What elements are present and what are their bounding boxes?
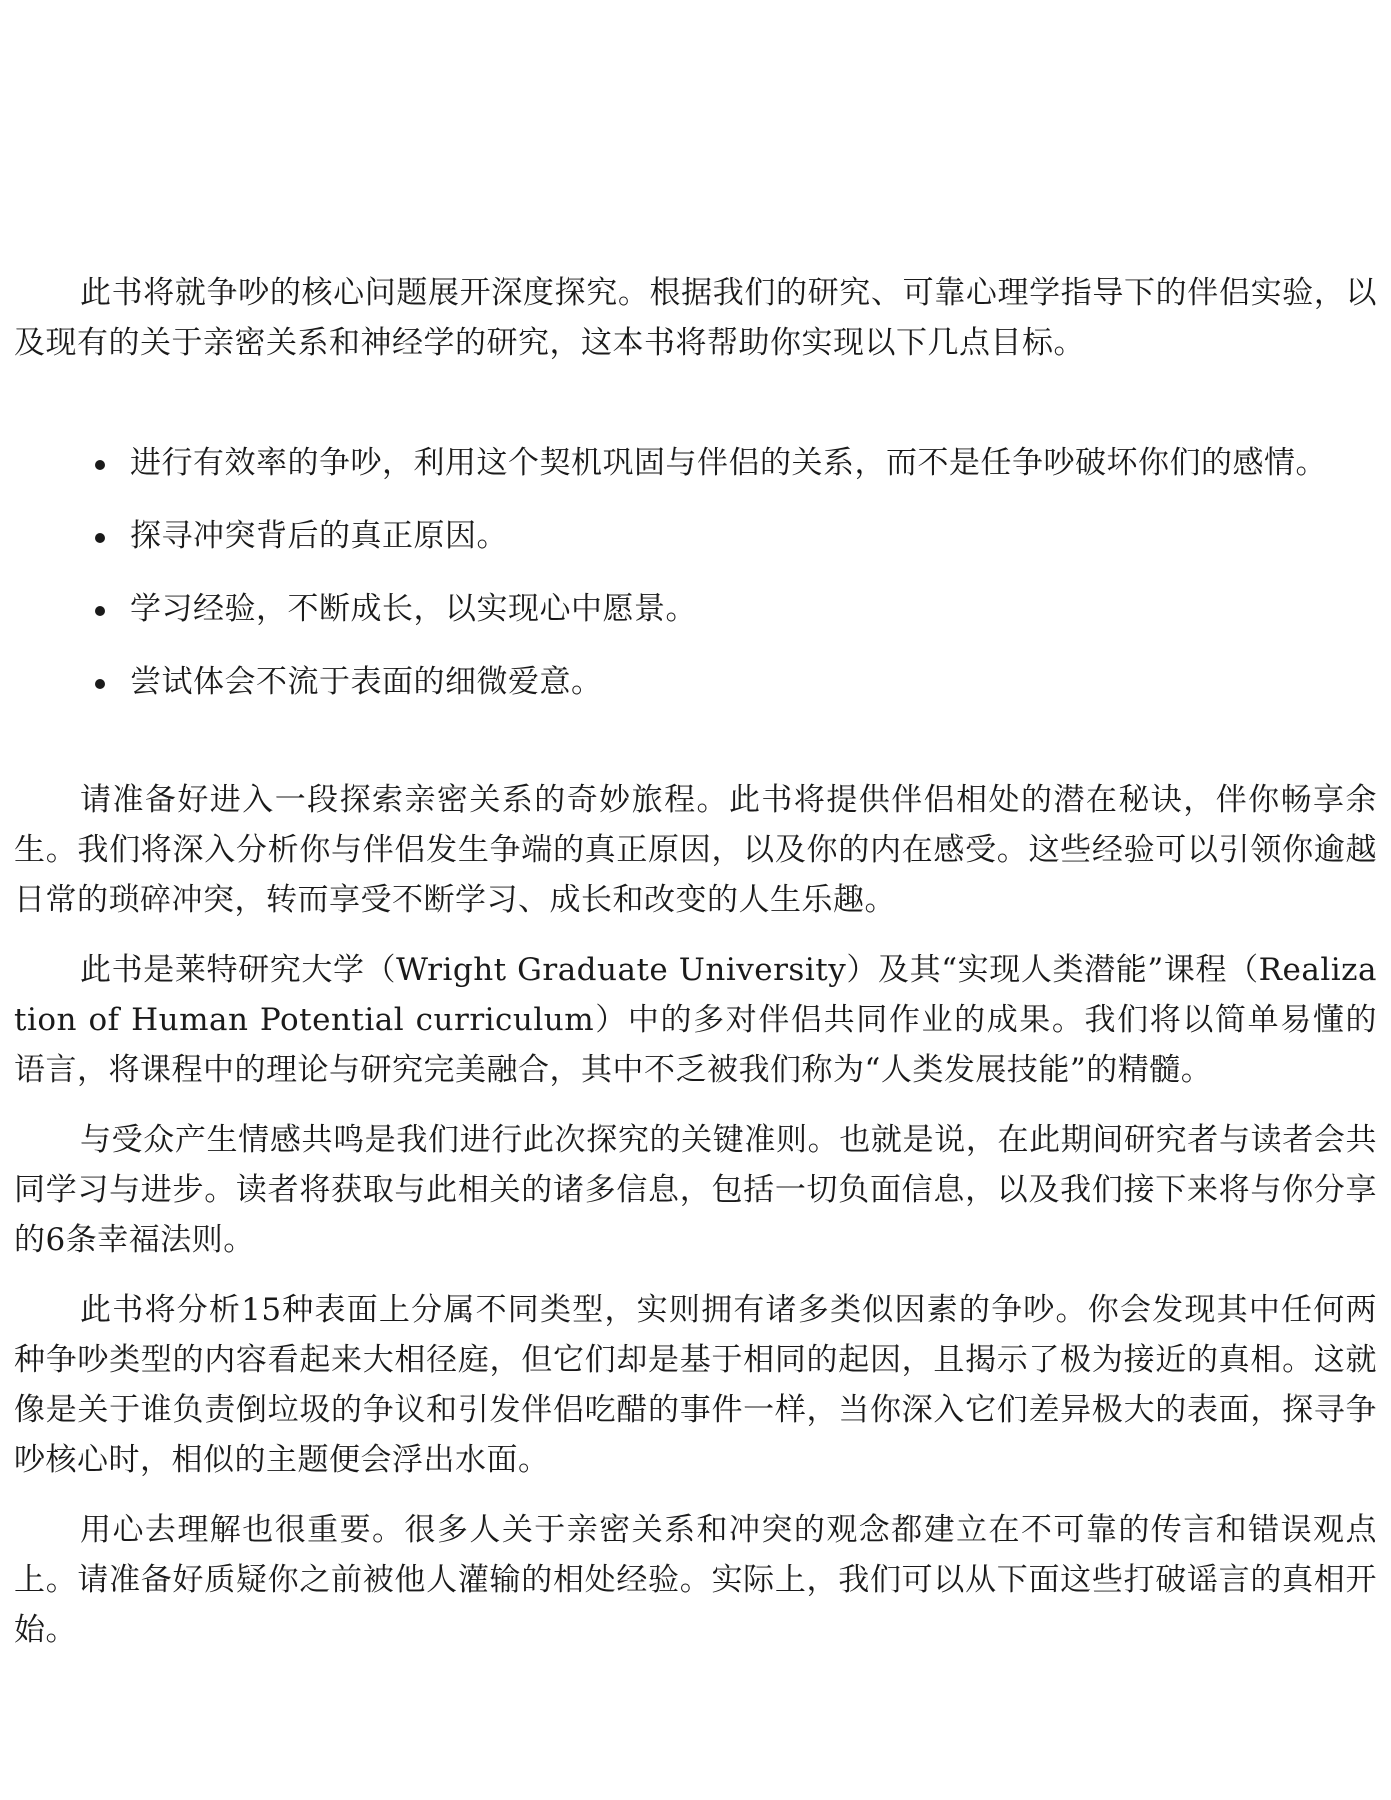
list-item [80,511,1377,561]
bullet-icon [95,460,105,470]
list-item [80,657,1377,707]
body-paragraph: 此书将分析15种表面上分属不同类型，实则拥有诸多类似因素的争吵。你会发现其中任何两种争吵类型的内容看起来大相径庭，但它们却是基于相同的起因，且揭示了极为接近的真相。这就像是关于谁负责倒垃圾的争议和引发伴侣吃醋的事件一样，当你深入它们差异极大的表面，探寻争吵核心时，相似的主题便会浮出水面。 [14,1292,1377,1478]
body-paragraph: 请准备好进入一段探索亲密关系的奇妙旅程。此书将提供伴侣相处的潜在秘诀，伴你畅享余生。我们将深入分析你与伴侣发生争端的真正原因，以及你的内在感受。这些经验可以引领你逾越日常的琐碎冲突，转而享受不断学习、成长和改变的人生乐趣。 [14,782,1377,918]
goal-text: 尝试体会不流于表面的细微爱意。 [130,664,603,700]
list-item [80,438,1377,488]
goal-text: 探寻冲突背后的真正原因。 [130,518,508,554]
bullet-icon [95,679,105,689]
goals-list [14,438,1377,707]
body-paragraph: 此书是莱特研究大学（Wright Graduate University）及其“实现人类潜能”课程（Realization of Human Potential curriculum）中的多对伴侣共同作业的成果。我们将以简单易懂的语言，将课程中的理论与研究完美融合，其中不乏被我们称为“人类发展技能”的精髓。 [14,952,1377,1088]
goal-text: 进行有效率的争吵，利用这个契机巩固与伴侣的关系，而不是任争吵破坏你们的感情。 [130,445,1327,481]
list-item [80,584,1377,634]
body-paragraph: 用心去理解也很重要。很多人关于亲密关系和冲突的观念都建立在不可靠的传言和错误观点上。请准备好质疑你之前被他人灌输的相处经验。实际上，我们可以从下面这些打破谣言的真相开始。 [14,1512,1377,1648]
bullet-icon [95,533,105,543]
body-paragraph: 与受众产生情感共鸣是我们进行此次探究的关键准则。也就是说，在此期间研究者与读者会共同学习与进步。读者将获取与此相关的诸多信息，包括一切负面信息，以及我们接下来将与你分享的6条幸福法则。 [14,1122,1377,1258]
bullet-icon [95,606,105,616]
goal-text: 学习经验，不断成长，以实现心中愿景。 [130,591,697,627]
intro-paragraph: 此书将就争吵的核心问题展开深度探究。根据我们的研究、可靠心理学指导下的伴侣实验，以及现有的关于亲密关系和神经学的研究，这本书将帮助你实现以下几点目标。 [14,275,1377,361]
document-page [14,268,1377,1655]
